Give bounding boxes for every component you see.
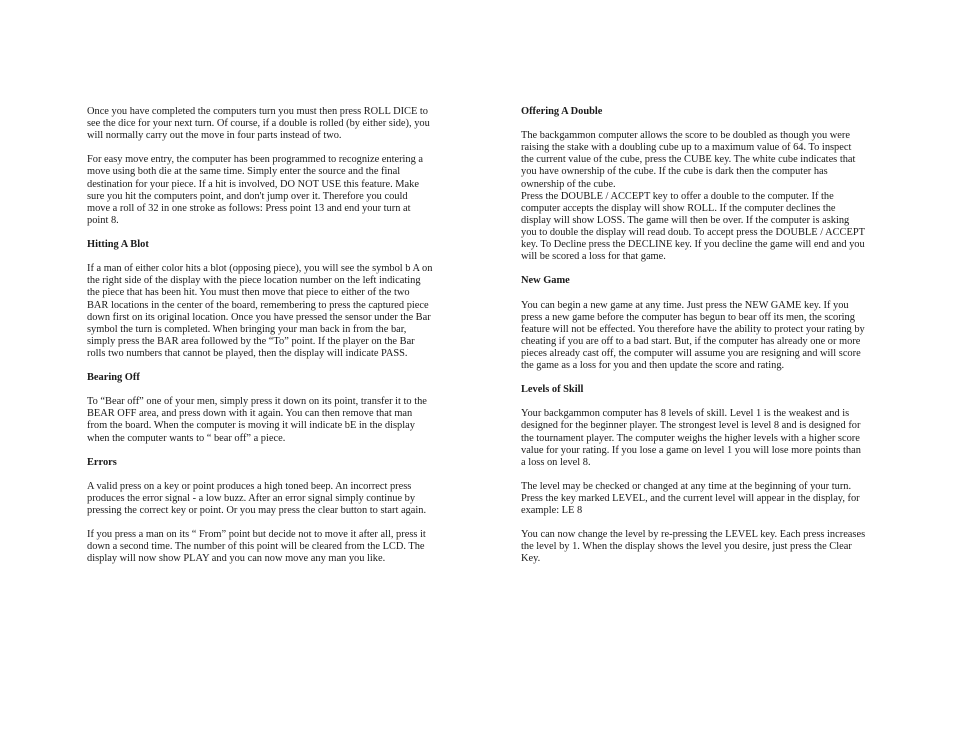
levels-of-skill-heading: Levels of Skill: [521, 384, 584, 396]
errors-paragraph-2: If you press a man on its “ From” point but decide not to move it after all, press it down a second time. The number of this point will be cleared from the LCD. The display will now show PLAY and you can now move any man you like.: [87, 529, 426, 565]
errors-paragraph-1: A valid press on a key or point produces a high toned beep. An incorrect press produces the error signal - a low buzz. After an error signal simply continue by pressing the correct key or point. Or you may press the clear button to start again.: [87, 480, 427, 517]
errors-heading: Errors: [87, 456, 117, 468]
levels-paragraph-1: Your backgammon computer has 8 levels of skill. Level 1 is the weakest and is designed for the beginner player. The strongest level is level 8 and is designed for the tournament player. The computer weighs the higher levels with a higher score value for your rating. If you lose a game on level 1 you will lose more points than a loss on level 8.: [521, 408, 861, 468]
new-game-paragraph: You can begin a new game at any time. Just press the NEW GAME key. If you press a new game before the computer has begun to bear off its men, the scoring feature will not be effected. You therefore have the ability to protect your rating by cheating if you are off to a bad start. But, if the computer has already one or more pieces already cast off, the computer will assume you are resigning and will score the game as a loss for you and then update the score and rating.: [521, 299, 865, 371]
offering-double-paragraph-2: Press the DOUBLE / ACCEPT key to offer a double to the computer. If the computer accepts the display will show ROLL. If the computer declines the display will show LOSS. The game will then be over. If the computer is asking you to double the display will read doub. To accept press the DOUBLE / ACCEPT key. To Decline press the DECLINE key. If you decline the game will end and you will be scored a loss for that game.: [521, 190, 865, 263]
intro-paragraph-2: For easy move entry, the computer has been programmed to recognize entering a move using both die at the same time. Simply enter the source and the final destination for your piece. If a hit is involved, DO NOT USE this feature. Make sure you hit the computers point, and don't jump over it. Therefore you could move a roll of 32 in one stroke as follows: Press point 13 and end your turn at point 8.: [87, 154, 424, 226]
levels-paragraph-2: The level may be checked or changed at any time at the beginning of your turn. Press the key marked LEVEL, and the current level will appear in the display, for example: LE 8: [521, 480, 860, 517]
bearing-off-paragraph: To “Bear off” one of your men, simply press it down on its point, transfer it to the BEAR OFF area, and press down with it again. You can then remove that man from the board. When the computer is moving it will indicate bE in the display when the computer wants to “ bear off” a piece.: [87, 396, 427, 444]
left-column: [87, 106, 433, 578]
bearing-off-heading: Bearing Off: [87, 372, 140, 384]
new-game-heading: New Game: [521, 275, 570, 287]
hitting-blot-paragraph: If a man of either color hits a blot (opposing piece), you will see the symbol b A on the right side of the display with the piece location number on the left indicating the piece that has been hit. You must then move that piece to either of the two BAR locations in the center of the board, remembering to press the captured piece down first on its original location. Once you have pressed the sensor under the Bar symbol the turn is completed. When bringing your man back in from the bar, simply press the BAR area followed by the “To” point. If the player on the Bar rolls two numbers that cannot be played, then the display will indicate PASS.: [87, 263, 433, 359]
offering-double-paragraph-1: The backgammon computer allows the score to be doubled as though you were raising the stake with a doubling cube up to a maximum value of 64. To inspect the current value of the cube, press the CUBE key. The white cube indicates that you have ownership of the cube. If the cube is dark then the computer has ownership of the cube.: [521, 130, 856, 190]
right-column: [521, 106, 866, 578]
levels-paragraph-3: You can now change the level by re-pressing the LEVEL key. Each press increases the level by 1. When the display shows the level you desire, just press the Clear Key.: [521, 529, 866, 565]
intro-paragraph-1: Once you have completed the computers turn you must then press ROLL DICE to see the dice for your next turn. Of course, if a double is rolled (by either side), you will normally carry out the move in four parts instead of two.: [87, 106, 430, 142]
offering-double-heading: Offering A Double: [521, 106, 603, 117]
hitting-blot-heading: Hitting A Blot: [87, 239, 149, 251]
